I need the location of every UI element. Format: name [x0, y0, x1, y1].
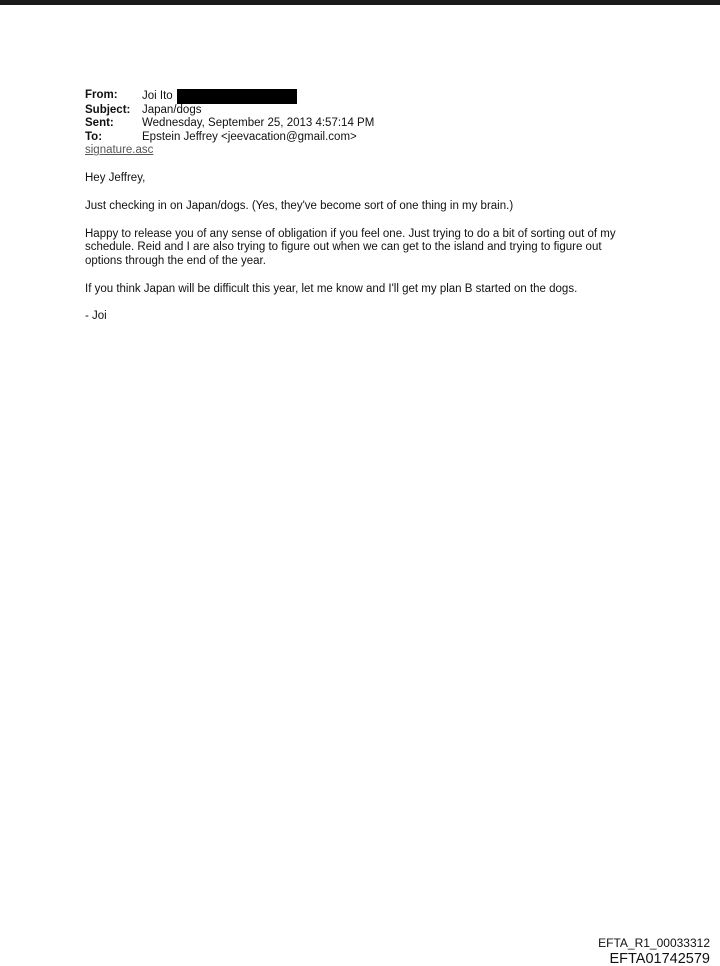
bates-id-1: EFTA_R1_00033312	[598, 936, 710, 950]
sender-name: Joi Ito	[142, 89, 173, 102]
from-label: From:	[85, 89, 118, 101]
subject-row	[85, 104, 374, 117]
sent-label: Sent:	[85, 117, 114, 130]
email-body	[85, 172, 645, 338]
bates-id-2: EFTA01742579	[609, 951, 710, 966]
paragraph-1: Just checking in on Japan/dogs. (Yes, they've become sort of one thing in my brain.)	[85, 199, 514, 212]
greeting: Hey Jeffrey,	[85, 172, 146, 184]
redaction-box	[177, 89, 297, 104]
paragraph-3: If you think Japan will be difficult this year, let me know and I'll get my plan B started on the dogs.	[85, 282, 578, 295]
sent-row	[85, 117, 374, 130]
document-ids	[598, 935, 710, 966]
to-row	[85, 131, 374, 144]
sent-value: Wednesday, September 25, 2013 4:57:14 PM	[142, 117, 375, 130]
subject-label: Subject:	[85, 104, 131, 116]
to-label: To:	[85, 130, 103, 143]
attachment-link[interactable]: signature.asc	[85, 144, 154, 157]
from-value	[142, 89, 297, 104]
email-header	[85, 89, 374, 158]
scan-top-border	[0, 0, 720, 5]
to-value: Epstein Jeffrey <jeevacation@gmail.com>	[142, 130, 357, 143]
signoff: - Joi	[85, 310, 107, 323]
paragraph-2: Happy to release you of any sense of obligation if you feel one. Just trying to do a bit of sorting out of my schedule. Reid and I are also trying to figure out when we can get to the island and trying to figure out options through the end of the year.	[85, 227, 616, 267]
from-row	[85, 89, 374, 104]
subject-value: Japan/dogs	[142, 104, 202, 116]
